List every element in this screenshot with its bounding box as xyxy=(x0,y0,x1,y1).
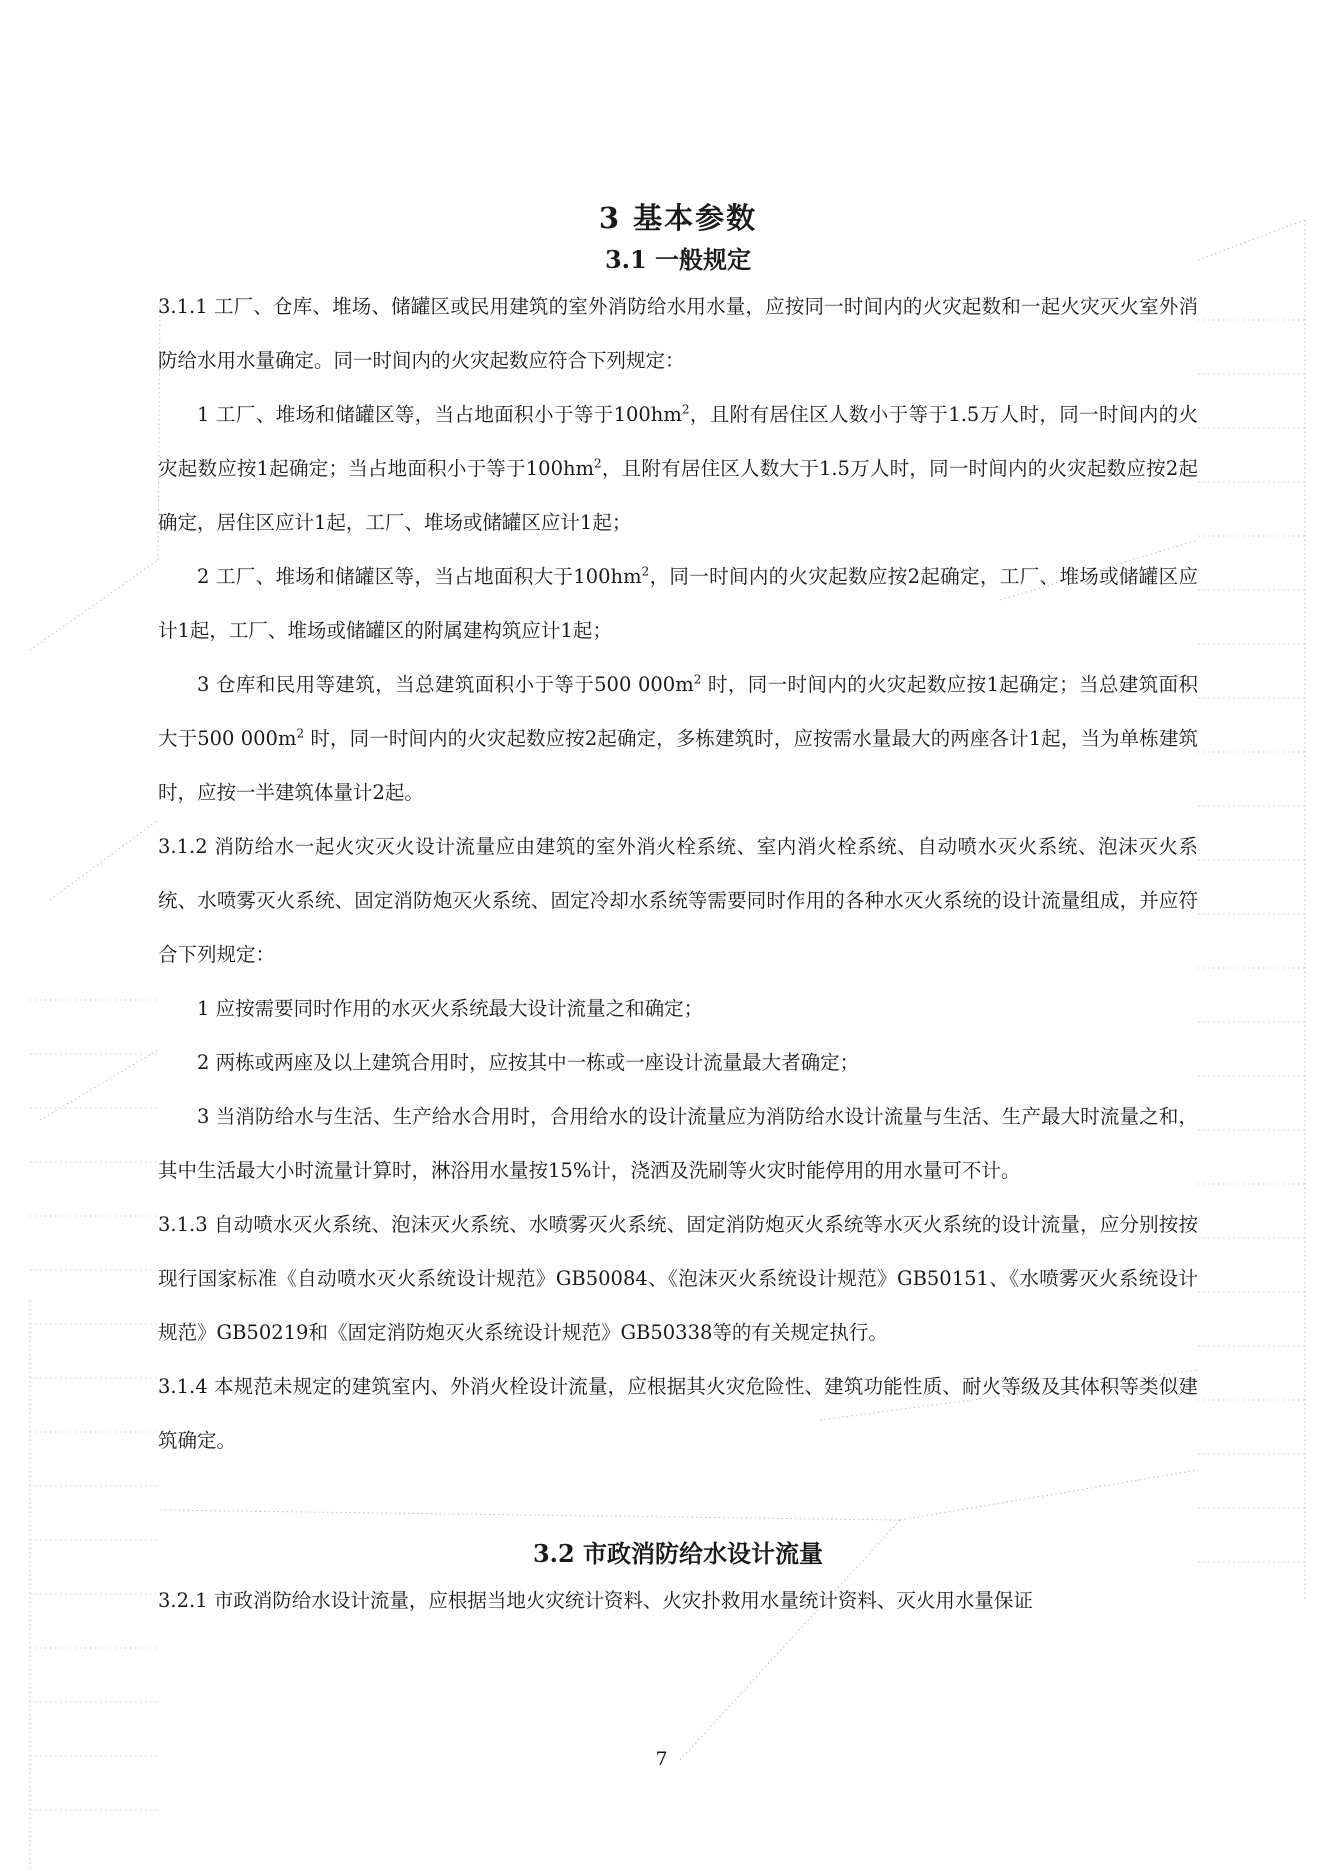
page-number: 7 xyxy=(655,1748,668,1770)
clause-3-1-2: 3.1.2 消防给水一起火灾灭火设计流量应由建筑的室外消火栓系统、室内消火栓系统、自动喷水灭火系统、泡沫灭火系统、水喷雾灭火系统、固定消防炮灭火系统、固定冷却水系统等需要同时作用的各种水灭火系统的设计流量组成，并应符合下列规定： xyxy=(158,835,1198,966)
document-page xyxy=(158,196,1198,1628)
clause-3-1-3: 3.1.3 自动喷水灭火系统、泡沫灭火系统、水喷雾灭火系统、固定消防炮灭火系统等水灭火系统的设计流量，应分别按按现行国家标准《自动喷水灭火系统设计规范》GB50084、《泡沫灭火系统设计规范》GB50151、《水喷雾灭火系统设计规范》GB50219和《固定消防炮灭火系统设计规范》GB50338等的有关规定执行。 xyxy=(158,1213,1198,1344)
superscript: 2 xyxy=(693,672,702,687)
clause-3-1-2-item-3: 3 当消防给水与生活、生产给水合用时，合用给水的设计流量应为消防给水设计流量与生活、生产最大时流量之和，其中生活最大小时流量计算时，淋浴用水量按15%计，浇洒及洗刷等火灾时能停用的用水量可不计。 xyxy=(158,1105,1198,1182)
section-title-3-2: 3.2 市政消防给水设计流量 xyxy=(532,1539,824,1568)
clause-3-1-1-item-2 xyxy=(158,550,1198,658)
clause-3-1-2-item-1: 1 应按需要同时作用的水灭火系统最大设计流量之和确定； xyxy=(197,997,704,1020)
clause-3-2-1: 3.2.1 市政消防给水设计流量，应根据当地火灾统计资料、火灾扑救用水量统计资料、灭火用水量保证 xyxy=(158,1589,1033,1612)
text-fragment: 1 工厂、堆场和储罐区等，当占地面积小于等于100hm xyxy=(197,403,682,426)
superscript: 2 xyxy=(681,402,690,417)
clause-3-1-2-item-2: 2 两栋或两座及以上建筑合用时，应按其中一栋或一座设计流量最大者确定； xyxy=(197,1051,860,1074)
text-fragment: ，同一时间内的火灾起数应按2起确定，工厂、堆场或储罐区应计1起，工厂、堆场或储罐区的附属建构筑应计1起； xyxy=(158,565,1198,642)
chapter-title: 3 基本参数 xyxy=(598,201,758,235)
text-fragment: ，且附有居住区人数小于等于1.5万人时，同一时间内的火灾起数应按1起确定；当占地面积小于等于100hm xyxy=(158,403,1199,480)
superscript: 2 xyxy=(296,726,305,741)
clause-3-1-1: 3.1.1 工厂、仓库、堆场、储罐区或民用建筑的室外消防给水用水量，应按同一时间内的火灾起数和一起火灾灭火室外消防给水用水量确定。同一时间内的火灾起数应符合下列规定： xyxy=(158,295,1198,372)
clause-3-1-1-item-1 xyxy=(158,388,1198,550)
text-fragment: 3 仓库和民用等建筑，当总建筑面积小于等于500 000m xyxy=(197,673,694,696)
clause-3-1-1-item-3 xyxy=(158,658,1198,820)
superscript: 2 xyxy=(641,564,650,579)
clause-3-1-4: 3.1.4 本规范未规定的建筑室内、外消火栓设计流量，应根据其火灾危险性、建筑功能性质、耐火等级及其体积等类似建筑确定。 xyxy=(158,1375,1198,1452)
text-fragment: 时，同一时间内的火灾起数应按2起确定，多栋建筑时，应按需水量最大的两座各计1起，当为单栋建筑时，应按一半建筑体量计2起。 xyxy=(158,727,1198,804)
superscript: 2 xyxy=(594,456,602,471)
section-title-3-1: 3.1 一般规定 xyxy=(604,245,752,274)
text-fragment: 2 工厂、堆场和储罐区等，当占地面积大于100hm xyxy=(197,565,642,588)
text-fragment: ，且附有居住区人数大于1.5万人时，同一时间内的火灾起数应按2起确定，居住区应计1起，工厂、堆场或储罐区应计1起； xyxy=(158,457,1198,534)
text-fragment: 时，同一时间内的火灾起数应按1起确定；当总建筑面积大于500 000m xyxy=(158,673,1198,750)
